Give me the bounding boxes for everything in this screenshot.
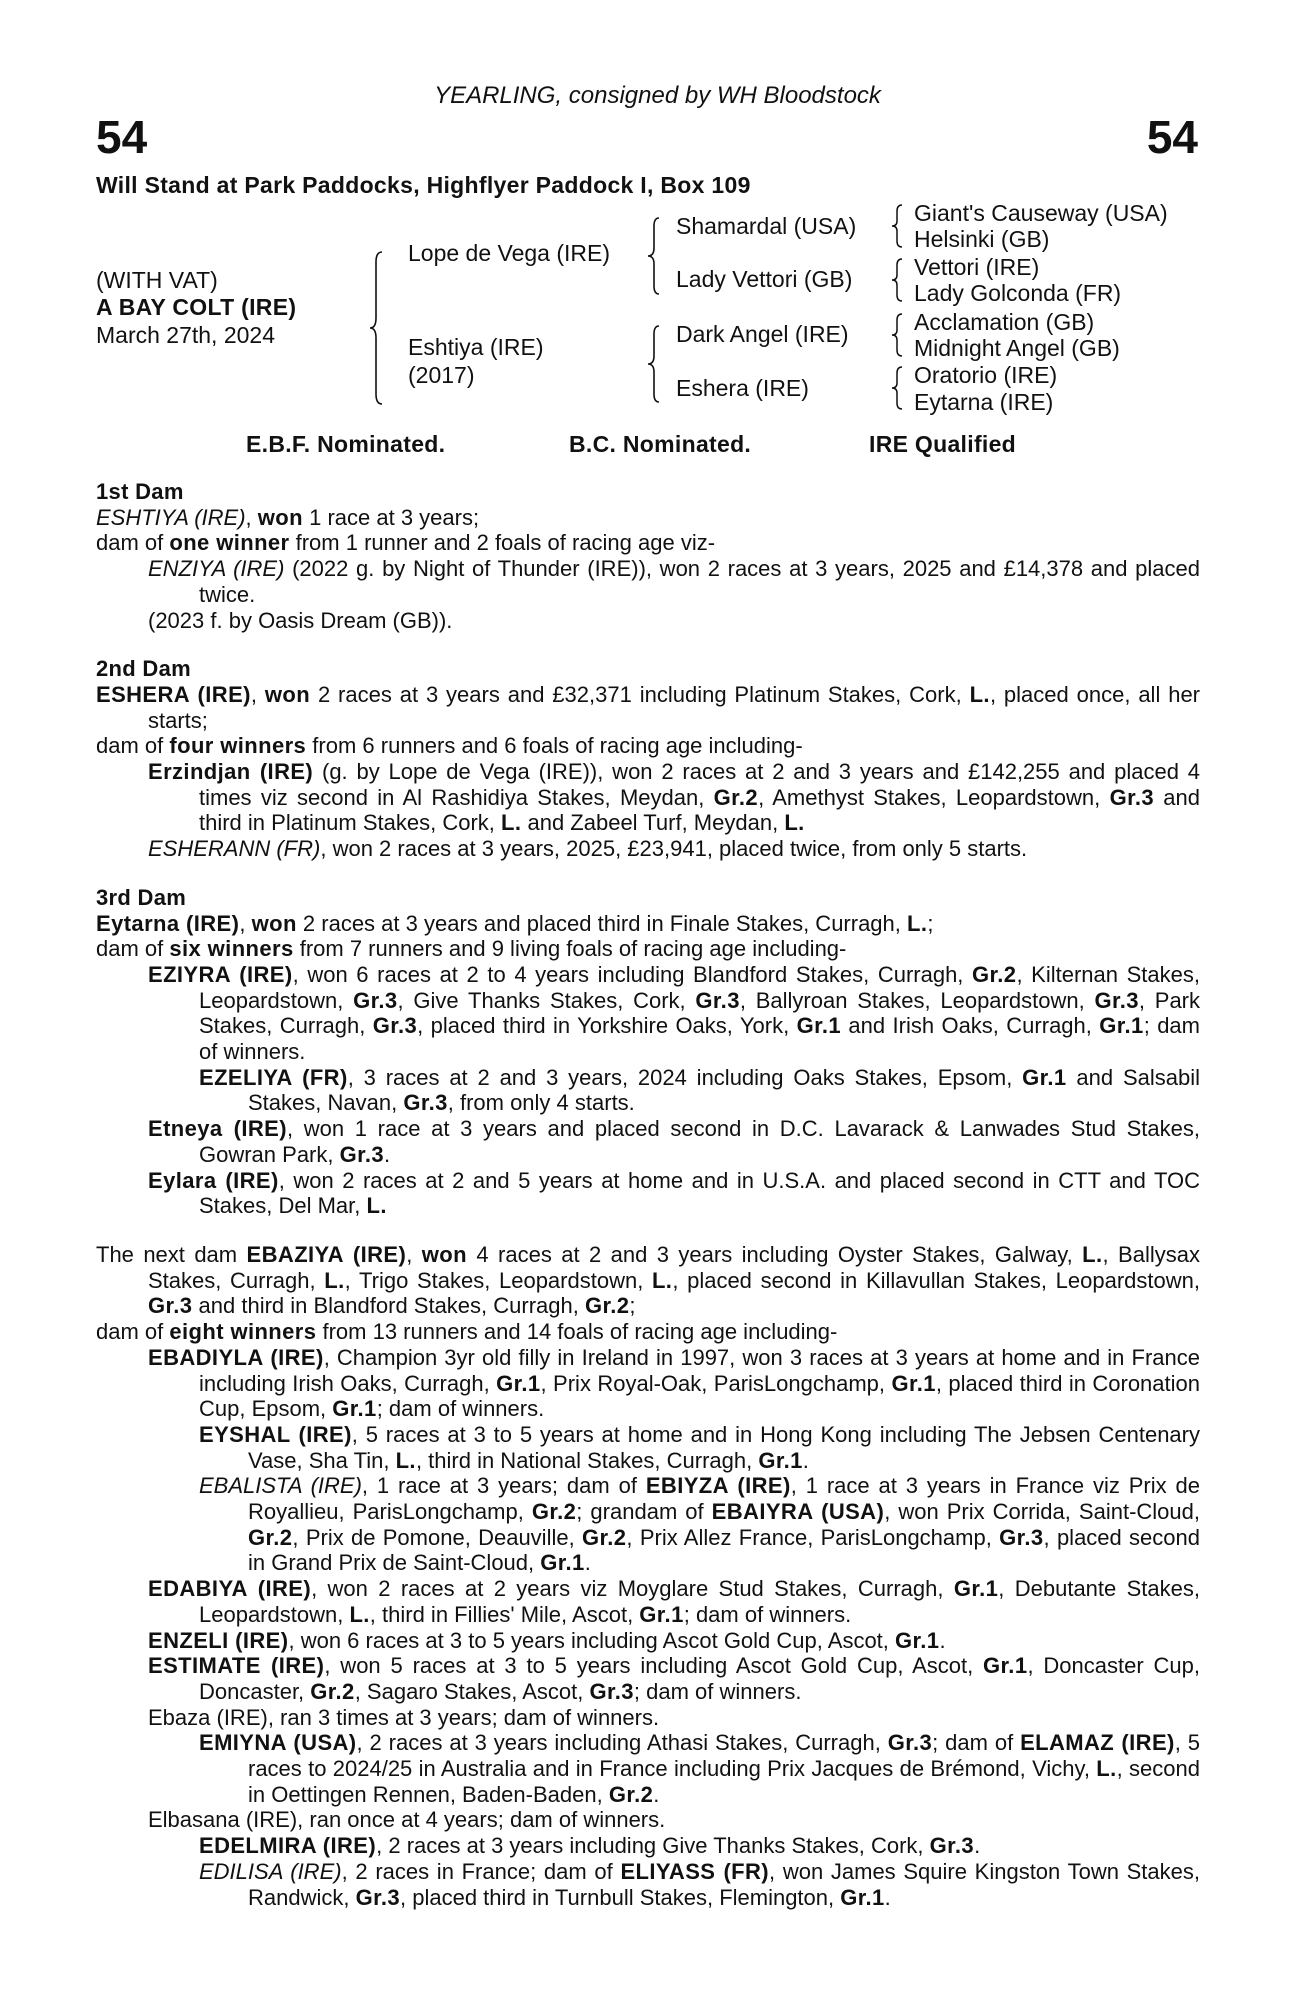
grandsire-maternal: Dark Angel (IRE) [676, 321, 849, 347]
bold-text: Gr.2 [713, 784, 759, 810]
ancestor-gen3: Acclamation (GB) [914, 309, 1095, 335]
entry-text: from 6 runners and 6 foals of racing age including- [306, 733, 803, 759]
pedigree-entry [96, 1730, 1200, 1807]
dam-line-brace [646, 324, 664, 404]
ancestor-gen3: Giant's Causeway (USA) [914, 200, 1168, 226]
pedigree-entry [96, 1168, 1200, 1219]
entry-text: , Prix de Pomone, Deauville, [292, 1524, 582, 1550]
bold-text: ESHERA (IRE) [96, 681, 251, 707]
entry-text: , 2 races at 3 years including Athasi Stakes, Curragh, [356, 1730, 888, 1756]
ancestor-gen3: Midnight Angel (GB) [914, 335, 1120, 361]
entry-text: . [584, 1550, 591, 1576]
bold-text: one winner [169, 530, 290, 556]
entry-text: , placed third in Coronation Cup, Epsom, [199, 1370, 1200, 1422]
bold-text: EZIYRA (IRE) [148, 961, 293, 987]
entry-text: , [245, 504, 258, 530]
bold-text: Gr.1 [796, 1013, 842, 1039]
entry-text: , Champion 3yr old filly in Ireland in 1997, won 3 races at 3 years at home and in France including Irish Oaks, Curragh, [199, 1344, 1200, 1396]
entry-text: , 2 races in France; dam of [341, 1858, 621, 1884]
bold-text: Gr.2 [582, 1524, 627, 1550]
bold-text: L. [969, 681, 990, 707]
entry-text: , won 1 race at 3 years and placed second in D.C. Lavarack & Lanwades Stud Stakes, Gowran Park, [199, 1116, 1200, 1167]
entry-text: ; dam of [932, 1730, 1021, 1756]
entry-text: , placed third in Yorkshire Oaks, York, [417, 1013, 797, 1039]
entry-text: . [384, 1141, 391, 1167]
pedigree-entry [96, 759, 1200, 836]
granddam-paternal: Lady Vettori (GB) [676, 266, 853, 292]
entry-text: , won James Squire Kingston Town Stakes, Randwick, [248, 1858, 1200, 1910]
bold-text: L. [1082, 1241, 1103, 1267]
pedigree-entry [96, 1859, 1200, 1910]
pedigree-entry [96, 1319, 1200, 1345]
entry-text: , Amethyst Stakes, Leopardstown, [758, 784, 1110, 810]
ancestor-gen3: Oratorio (IRE) [914, 362, 1058, 388]
section-heading: 1st Dam [96, 479, 184, 504]
gen3-brace-1 [890, 203, 906, 249]
bc-nomination: B.C. Nominated. [569, 431, 752, 457]
pedigree-entry [96, 911, 1200, 937]
bold-text: Gr.3 [339, 1141, 385, 1167]
entry-text: , won 2 races at 3 years, 2025, £23,941, placed twice, from only 5 starts. [320, 836, 1028, 862]
pedigree-entry [96, 1807, 1200, 1833]
italic-text: EDILISA (IRE) [199, 1858, 342, 1884]
ebf-nomination: E.B.F. Nominated. [246, 431, 446, 457]
entry-text: Elbasana (IRE), ran once at 4 years; dam of winners. [148, 1807, 666, 1833]
entry-text: , Give Thanks Stakes, Cork, [397, 987, 696, 1013]
bold-text: won [421, 1241, 467, 1267]
entry-text: from 7 runners and 9 living foals of racing age including- [293, 936, 847, 962]
italic-text: ESHTIYA (IRE) [96, 504, 246, 530]
bold-text: EZELIYA (FR) [199, 1064, 348, 1090]
entry-text: . [974, 1833, 981, 1859]
ire-qualified: IRE Qualified [869, 431, 1017, 457]
bold-text: L. [907, 910, 928, 936]
pedigree-entry [96, 1116, 1200, 1167]
entry-text: , third in Fillies' Mile, Ascot, [369, 1601, 640, 1627]
section-heading: 2nd Dam [96, 656, 192, 682]
bold-text: six winners [169, 936, 294, 962]
section-heading: 3rd Dam [96, 884, 187, 910]
entry-text: , Prix Allez France, ParisLongchamp, [626, 1524, 1000, 1550]
bold-text: Gr.3 [148, 1293, 193, 1319]
bold-text: ESTIMATE (IRE) [148, 1653, 325, 1679]
foaling-date: March 27th, 2024 [96, 322, 276, 348]
entry-text: ; dam of winners. [633, 1678, 802, 1704]
granddam-maternal: Eshera (IRE) [676, 375, 809, 401]
bold-text: Gr.1 [758, 1447, 803, 1473]
entry-text: , 2 races at 3 years including Give Thanks Stakes, Cork, [376, 1833, 930, 1859]
bold-text: ELIYASS (FR) [620, 1858, 770, 1884]
entry-text: 2 races at 3 years and £32,371 including Platinum Stakes, Cork, [310, 681, 970, 707]
bold-text: EYSHAL (IRE) [199, 1421, 352, 1447]
lot-number-right: 54 [1146, 111, 1198, 163]
bold-text: EBAZIYA (IRE) [246, 1241, 407, 1267]
horse-name: A BAY COLT (IRE) [96, 294, 297, 320]
bold-text: Gr.1 [1022, 1064, 1067, 1090]
entry-text: and third in Blandford Stakes, Curragh, [192, 1293, 585, 1319]
italic-text: ENZIYA (IRE) [148, 556, 285, 582]
bold-text: Gr.3 [695, 987, 740, 1013]
entry-text: and Irish Oaks, Curragh, [841, 1013, 1100, 1039]
produce-record [96, 479, 1200, 1910]
bold-text: EMIYNA (USA) [199, 1730, 357, 1756]
bold-text: Gr.3 [403, 1090, 448, 1116]
bold-text: won [264, 681, 311, 707]
bold-text: Gr.3 [589, 1678, 634, 1704]
bold-text: Erzindjan (IRE) [148, 759, 314, 785]
italic-text: EBALISTA (IRE) [199, 1473, 362, 1499]
bold-text: L. [395, 1447, 416, 1473]
entry-text: , won 2 races at 2 and 5 years at home and in U.S.A. and placed second in CTT and TOC Stakes, Del Mar, [199, 1167, 1200, 1219]
bold-text: Gr.3 [355, 1884, 401, 1910]
bold-text: EBADIYLA (IRE) [148, 1344, 324, 1370]
bold-text: Gr.1 [983, 1653, 1028, 1679]
entry-text: from 1 runner and 2 foals of racing age viz- [289, 530, 716, 556]
bold-text: Gr.1 [496, 1370, 541, 1396]
entry-text: from 13 runners and 14 foals of racing age including- [316, 1319, 838, 1345]
ancestor-gen3: Vettori (IRE) [914, 254, 1040, 280]
dam-section [96, 1242, 1200, 1910]
bold-text: Etneya (IRE) [148, 1116, 287, 1142]
pedigree-entry [96, 936, 1200, 962]
entry-text: dam of [96, 1319, 170, 1345]
entry-text: dam of [96, 936, 170, 962]
bold-text: L. [349, 1601, 370, 1627]
lot-number-left: 54 [96, 111, 148, 163]
bold-text: eight winners [169, 1319, 317, 1345]
bold-text: Gr.1 [953, 1576, 999, 1602]
entry-text: , placed third in Turnbull Stakes, Flemington, [400, 1884, 841, 1910]
bold-text: EBAIYRA (USA) [711, 1499, 885, 1525]
bold-text: L. [784, 810, 805, 836]
pedigree-entry [96, 1422, 1200, 1473]
entry-text: . [884, 1884, 891, 1910]
pedigree-entry [96, 1345, 1200, 1422]
entry-text: 4 races at 2 and 3 years including Oyster Stakes, Galway, [466, 1241, 1083, 1267]
bold-text: Gr.1 [540, 1550, 585, 1576]
bold-text: Gr.3 [353, 987, 398, 1013]
bold-text: EDABIYA (IRE) [148, 1576, 312, 1602]
grandsire-paternal: Shamardal (USA) [676, 213, 857, 239]
entry-text: . [939, 1627, 946, 1653]
bold-text: Gr.3 [929, 1833, 975, 1859]
italic-text: ESHERANN (FR) [148, 836, 321, 862]
bold-text: L. [651, 1267, 673, 1293]
entry-text: , second in Oettingen Rennen, Baden-Baden, [248, 1756, 1200, 1807]
pedigree-entry [96, 1833, 1200, 1859]
entry-text: 1 race at 3 years; [302, 504, 480, 530]
entry-text: , 5 races to 2024/25 in Australia and in France including Prix Jacques de Brémond, Vichy, [248, 1730, 1200, 1782]
pedigree-entry [96, 556, 1200, 607]
bold-text: Gr.2 [584, 1293, 630, 1319]
entry-text: , placed once, all her starts; [148, 681, 1200, 733]
dam-section [96, 656, 1200, 862]
dam-section [96, 479, 1200, 633]
entry-text: dam of [96, 733, 170, 759]
entry-text: and Salsabil Stakes, Navan, [248, 1064, 1200, 1116]
pedigree-entry [96, 530, 1200, 556]
stabling-location: Will Stand at Park Paddocks, Highflyer Paddock I, Box 109 [96, 172, 751, 198]
entry-text: 2 races at 3 years and placed third in Finale Stakes, Curragh, [296, 910, 908, 936]
ancestor-gen3: Helsinki (GB) [914, 226, 1050, 252]
entry-text: , placed second in Killavullan Stakes, Leopardstown, [672, 1267, 1200, 1293]
entry-text: ; grandam of [576, 1499, 712, 1525]
entry-text: ; dam of winners. [683, 1601, 852, 1627]
bold-text: Gr.2 [972, 961, 1017, 987]
entry-text: , Kilternan Stakes, Leopardstown, [199, 961, 1200, 1013]
pedigree-entry [96, 1628, 1200, 1654]
entry-text: , Park Stakes, Curragh, [199, 987, 1201, 1039]
pedigree-entry [96, 608, 1200, 634]
entry-text: , won 5 races at 3 to 5 years including Ascot Gold Cup, Ascot, [324, 1653, 984, 1679]
bold-text: Gr.1 [891, 1370, 936, 1396]
bold-text: won [251, 910, 297, 936]
bold-text: Gr.2 [608, 1781, 654, 1807]
entry-text: , Trigo Stakes, Leopardstown, [344, 1267, 652, 1293]
entry-text: . [653, 1781, 660, 1807]
entry-text: ; [629, 1293, 636, 1319]
bold-text: L. [324, 1267, 345, 1293]
pedigree-entry [96, 505, 1200, 531]
pedigree-entry [96, 1576, 1200, 1627]
dam-name: Eshtiya (IRE) [408, 334, 544, 360]
bold-text: ENZELI (IRE) [148, 1627, 289, 1653]
ancestor-gen3: Lady Golconda (FR) [914, 280, 1122, 306]
pedigree-entry [96, 1473, 1200, 1576]
entry-text: , 5 races at 3 to 5 years at home and in Hong Kong including The Jebsen Centenary Vase, Sha Tin, [248, 1421, 1200, 1473]
bold-text: Gr.3 [1109, 784, 1154, 810]
entry-text: , Doncaster Cup, Doncaster, [199, 1653, 1200, 1704]
pedigree-entry [96, 1242, 1200, 1319]
bold-text: L. [501, 810, 522, 836]
bold-text: Gr.1 [895, 1627, 940, 1653]
bold-text: Gr.2 [310, 1678, 355, 1704]
entry-text: , [250, 681, 265, 707]
pedigree-brace-main [368, 250, 388, 406]
pedigree-entry [96, 733, 1200, 759]
entry-text: , 3 races at 2 and 3 years, 2024 including Oaks Stakes, Epsom, [347, 1064, 1023, 1090]
bold-text: Gr.3 [999, 1524, 1044, 1550]
bold-text: Gr.1 [332, 1396, 377, 1422]
sire-name: Lope de Vega (IRE) [408, 240, 611, 266]
bold-text: Eytarna (IRE) [96, 910, 240, 936]
entry-text: and third in Platinum Stakes, Cork, [199, 784, 1200, 836]
entry-text: The next dam [96, 1241, 247, 1267]
entry-text: and Zabeel Turf, Meydan, [521, 810, 785, 836]
bold-text: Gr.2 [248, 1524, 293, 1550]
entry-text: (2023 f. by Oasis Dream (GB)). [148, 607, 453, 633]
entry-text: (2022 g. by Night of Thunder (IRE)), won 2 races at 3 years, 2025 and £14,378 and placed twice. [199, 556, 1200, 607]
entry-text: dam of [96, 530, 170, 556]
pedigree-entry [96, 836, 1200, 862]
entry-text: ; dam of winners. [199, 1013, 1200, 1065]
entry-text: , Debutante Stakes, Leopardstown, [199, 1576, 1200, 1627]
entry-text: , third in National Stakes, Curragh, [415, 1447, 759, 1473]
catalogue-subtitle: YEARLING, consigned by WH Bloodstock [434, 82, 881, 109]
entry-text: , Ballyroan Stakes, Leopardstown, [739, 987, 1095, 1013]
entry-text: , Sagaro Stakes, Ascot, [354, 1678, 590, 1704]
entry-text: , won 6 races at 2 to 4 years including Blandford Stakes, Curragh, [292, 961, 973, 987]
bold-text: Gr.1 [639, 1601, 684, 1627]
dam-year: (2017) [408, 362, 475, 388]
pedigree-entry [96, 1653, 1200, 1704]
bold-text: four winners [169, 733, 307, 759]
bold-text: L. [1096, 1756, 1117, 1782]
entry-text: ; dam of winners. [376, 1396, 545, 1422]
dam-section [96, 885, 1200, 1219]
pedigree-entry [96, 1705, 1200, 1731]
bold-text: Gr.2 [531, 1499, 577, 1525]
bold-text: Gr.3 [887, 1730, 933, 1756]
entry-text: , [239, 910, 252, 936]
entry-text: , Ballysax Stakes, Curragh, [148, 1241, 1200, 1293]
entry-text: Ebaza (IRE), ran 3 times at 3 years; dam of winners. [148, 1704, 660, 1730]
bold-text: won [257, 504, 303, 530]
entry-text: , won Prix Corrida, Saint-Cloud, [884, 1499, 1200, 1525]
entry-text: , from only 4 starts. [447, 1090, 635, 1116]
entry-text: (g. by Lope de Vega (IRE)), won 2 races at 2 and 3 years and £142,255 and placed 4 times viz second in Al Rashidiya Stakes, Meydan, [199, 759, 1200, 810]
pedigree-entry [96, 962, 1200, 1065]
entry-text: , 1 race at 3 years in France viz Prix de Royallieu, ParisLongchamp, [248, 1473, 1200, 1525]
bold-text: EDELMIRA (IRE) [199, 1833, 377, 1859]
entry-text: . [802, 1447, 809, 1473]
gen3-brace-4 [890, 365, 906, 411]
sire-line-brace [646, 216, 664, 296]
gen3-brace-3 [890, 312, 906, 358]
vat-label: (WITH VAT) [96, 267, 218, 293]
bold-text: EBIYZA (IRE) [645, 1473, 791, 1499]
ancestor-gen3: Eytarna (IRE) [914, 389, 1054, 415]
pedigree-entry [96, 1065, 1200, 1116]
bold-text: Gr.3 [372, 1013, 418, 1039]
pedigree-entry [96, 682, 1200, 733]
entry-text: ; [927, 910, 934, 936]
bold-text: Gr.3 [1094, 987, 1139, 1013]
bold-text: L. [366, 1193, 387, 1219]
entry-text: , won 6 races at 3 to 5 years including Ascot Gold Cup, Ascot, [288, 1627, 896, 1653]
entry-text: , [406, 1241, 422, 1267]
entry-text: , won 2 races at 2 years viz Moyglare Stud Stakes, Curragh, [311, 1576, 954, 1602]
bold-text: ELAMAZ (IRE) [1020, 1730, 1175, 1756]
entry-text: , 1 race at 3 years; dam of [361, 1473, 646, 1499]
gen3-brace-2 [890, 257, 906, 303]
bold-text: Gr.1 [1099, 1013, 1144, 1039]
bold-text: Gr.1 [840, 1884, 885, 1910]
entry-text: , placed second in Grand Prix de Saint-Cloud, [248, 1524, 1201, 1576]
bold-text: Eylara (IRE) [148, 1167, 279, 1193]
entry-text: , Prix Royal-Oak, ParisLongchamp, [540, 1370, 892, 1396]
